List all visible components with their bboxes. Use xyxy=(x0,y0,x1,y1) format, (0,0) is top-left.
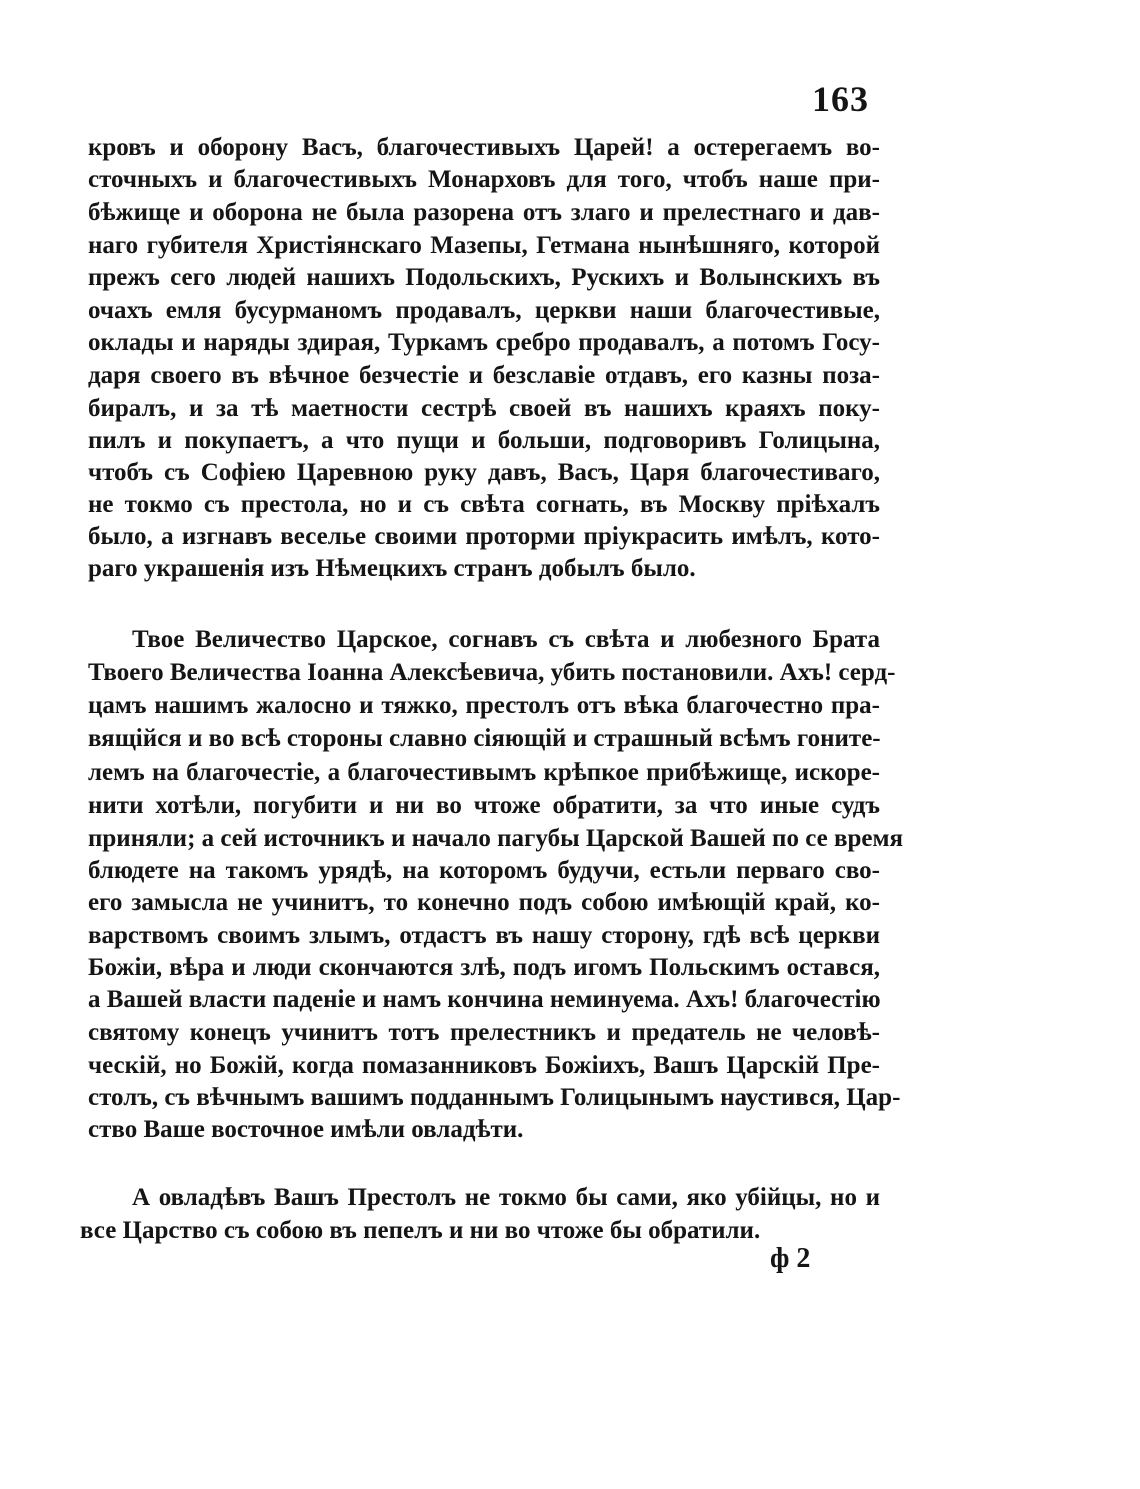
text-line: блюдете на такомъ урядѣ, на которомъ будучи, естьли перваго сво- xyxy=(88,857,880,884)
text-line: варствомъ своимъ злымъ, отдастъ въ нашу сторону, гдѣ всѣ церкви xyxy=(88,922,880,949)
text-line: пилъ и покупаетъ, а что пущи и больши, подговоривъ Голицына, xyxy=(88,427,880,454)
text-line: приняли; а сей источникъ и начало пагубы Царской Вашей по се время xyxy=(88,825,904,852)
text-line: столъ, съ вѣчнымъ вашимъ подданнымъ Голицынымъ наустився, Цар- xyxy=(88,1084,901,1111)
text-line: было, а изгнавъ веселье своими проторми пріукрасить имѣлъ, кото- xyxy=(88,523,880,550)
text-line: Твоего Величества Іоанна Алексѣевича, убить постановили. Ахъ! серд- xyxy=(88,659,896,686)
text-line: биралъ, и за тѣ маетности сестрѣ своей въ нашихъ краяхъ поку- xyxy=(88,395,880,422)
text-line: святому конецъ учинитъ тотъ прелестникъ и предатель не человѣ- xyxy=(88,1019,880,1046)
text-line: раго украшенія изъ Нѣмецкихъ странъ добылъ было. xyxy=(88,555,696,582)
text-line: бѣжище и оборона не была разорена отъ злаго и прелестнаго и дав- xyxy=(88,199,880,226)
text-line: цамъ нашимъ жалосно и тяжко, престолъ отъ вѣка благочестно пра- xyxy=(88,692,880,719)
text-line: даря своего въ вѣчное безчестіе и безславіе отдавъ, его казны поза- xyxy=(88,362,880,389)
text-line: чтобъ съ Софіею Царевною руку давъ, Васъ, Царя благочестиваго, xyxy=(88,459,880,486)
text-line: Твое Величество Царское, согнавъ съ свѣта и любезного Брата xyxy=(132,626,880,653)
text-line: сточныхъ и благочестивыхъ Монарховъ для того, чтобъ наше при- xyxy=(88,166,880,193)
text-line: его замысла не учинитъ, то конечно подъ собою имѣющій край, ко- xyxy=(88,889,880,916)
text-line: А овладѣвъ Вашъ Престолъ не токмо бы сами, яко убійцы, но и xyxy=(132,1184,880,1211)
text-line: ство Ваше восточное имѣли овладѣти. xyxy=(88,1116,524,1143)
signature-mark: ф 2 xyxy=(770,1243,811,1274)
text-line: Божіи, вѣра и люди скончаются злѣ, подъ игомъ Польскимъ остався, xyxy=(88,954,880,981)
text-line: очахъ емля бусурманомъ продавалъ, церкви наши благочестивые, xyxy=(88,297,880,324)
text-line: наго губителя Христіянскаго Мазепы, Гетмана нынѣшняго, которой xyxy=(88,232,880,259)
text-line: не токмо съ престола, но и съ свѣта согнать, въ Москву пріѣхалъ xyxy=(88,491,880,518)
text-line: все Царство съ собою въ пепелъ и ни во чтоже бы обратили. xyxy=(80,1217,761,1244)
page-number: 163 xyxy=(812,79,869,119)
text-line: а Вашей власти паденіе и намъ кончина неминуема. Ахъ! благочестію xyxy=(88,986,881,1013)
text-line: вящійся и во всѣ стороны славно сіяющій и страшный всѣмъ гоните- xyxy=(88,725,881,752)
text-line: оклады и наряды здирая, Туркамъ сребро продавалъ, а потомъ Госу- xyxy=(88,329,880,356)
text-line: прежъ сего людей нашихъ Подольскихъ, Рускихъ и Волынскихъ въ xyxy=(88,264,880,291)
text-line: лемъ на благочестіе, а благочестивымъ крѣпкое прибѣжище, искоре- xyxy=(88,759,880,786)
text-line: кровъ и оборону Васъ, благочестивыхъ Царей! а остерегаемъ во- xyxy=(88,134,880,161)
text-line: ческій, но Божій, когда помазанниковъ Божіихъ, Вашъ Царскій Пре- xyxy=(88,1052,880,1079)
text-line: нити хотѣли, погубити и ни во чтоже обратити, за что иные судъ xyxy=(88,792,880,819)
